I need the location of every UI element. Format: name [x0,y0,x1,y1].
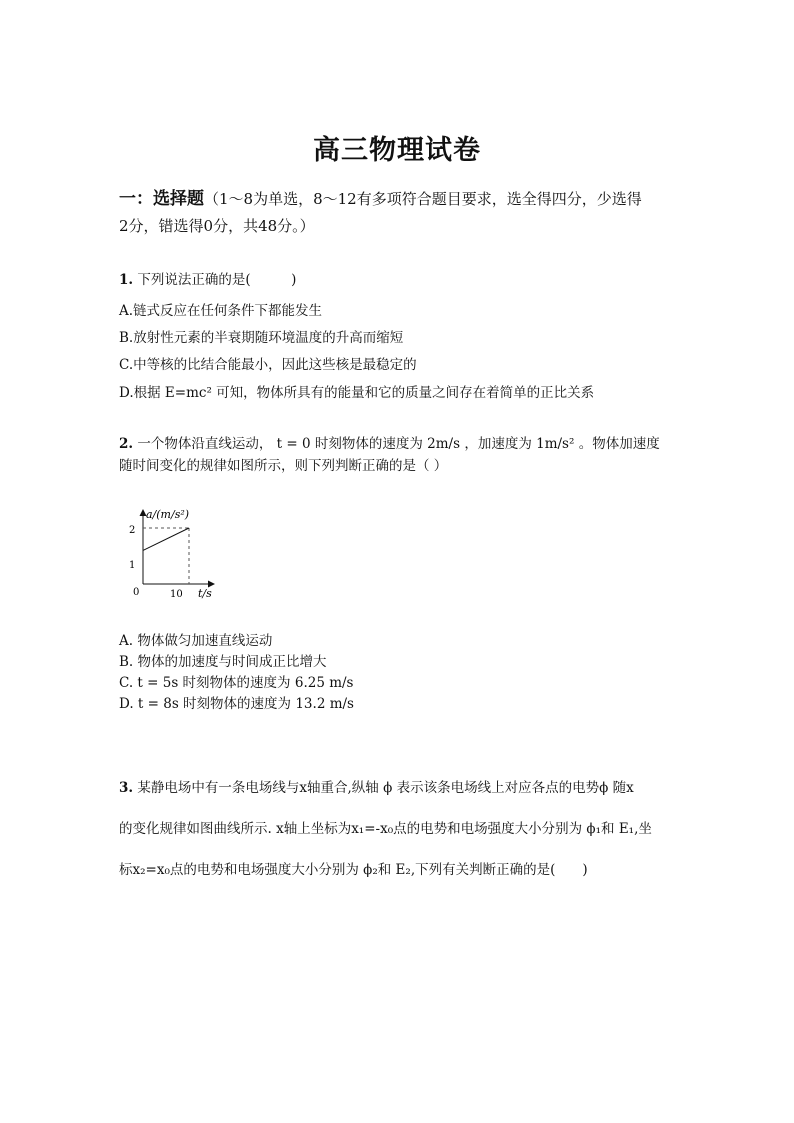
question-3-line3: 标x₂=x₀点的电势和电场强度大小分别为 ϕ₂和 E₂,下列有关判断正确的是( ) [119,862,588,878]
section-header [119,184,642,209]
origin-label: 0 [133,587,140,598]
question-2-text-line1: 一个物体沿直线运动， t = 0 时刻物体的速度为 2m/s ，加速度为 1m/s² 。物体加速度 [137,436,660,452]
q2-option-d: D. t = 8s 时刻物体的速度为 13.2 m/s [119,696,354,712]
x-axis-label: t/s [198,587,212,600]
question-3-line2: 的变化规律如图曲线所示. x轴上坐标为x₁=-x₀点的电势和电场强度大小分别为 ϕ₁和 E₁,坐 [119,821,652,837]
question-1-stem [119,271,296,290]
x-tick-label: 10 [170,589,183,600]
section-desc-line2: 2分，错选得0分，共48分。） [119,217,315,235]
q1-option-a: A.链式反应在任何条件下都能发生 [119,303,323,319]
q2-option-b: B. 物体的加速度与时间成正比增大 [119,654,327,670]
y-tick-label-1: 1 [129,560,136,571]
q2-option-a: A. 物体做匀加速直线运动 [119,633,273,649]
question-2-stem-line1 [119,435,660,454]
section-desc-line1: （1～8为单选，8～12有多项符合题目要求，选全得四分，少选得 [204,190,642,208]
question-2-number: 2. [119,436,134,452]
q1-option-b: B.放射性元素的半衰期随环境温度的升高而缩短 [119,330,404,346]
y-axis-label: a/(m/s²) [146,508,190,521]
q1-option-d: D.根据 E=mc² 可知，物体所具有的能量和它的质量之间存在着简单的正比关系 [119,385,595,401]
question-3-number: 3. [119,780,134,796]
q2-option-c: C. t = 5s 时刻物体的速度为 6.25 m/s [119,675,354,691]
question-2-stem-line2: 随时间变化的规律如图所示，则下列判断正确的是（ ） [119,458,448,474]
question-1-text: 下列说法正确的是( ) [137,272,297,288]
page-title: 高三物理试卷 [313,135,481,166]
question-3-line1 [119,779,634,798]
question-3-text-line1: 某静电场中有一条电场线与x轴重合,纵轴 ϕ 表示该条电场线上对应各点的电势ϕ 随x [137,780,634,796]
series-line [143,528,189,550]
acceleration-time-graph [118,500,228,608]
question-1-number: 1. [119,272,134,288]
q1-option-c: C.中等核的比结合能最小，因此这些核是最稳定的 [119,357,417,373]
y-tick-label-2: 2 [129,525,136,536]
section-label: 一：选择题 [119,189,204,209]
